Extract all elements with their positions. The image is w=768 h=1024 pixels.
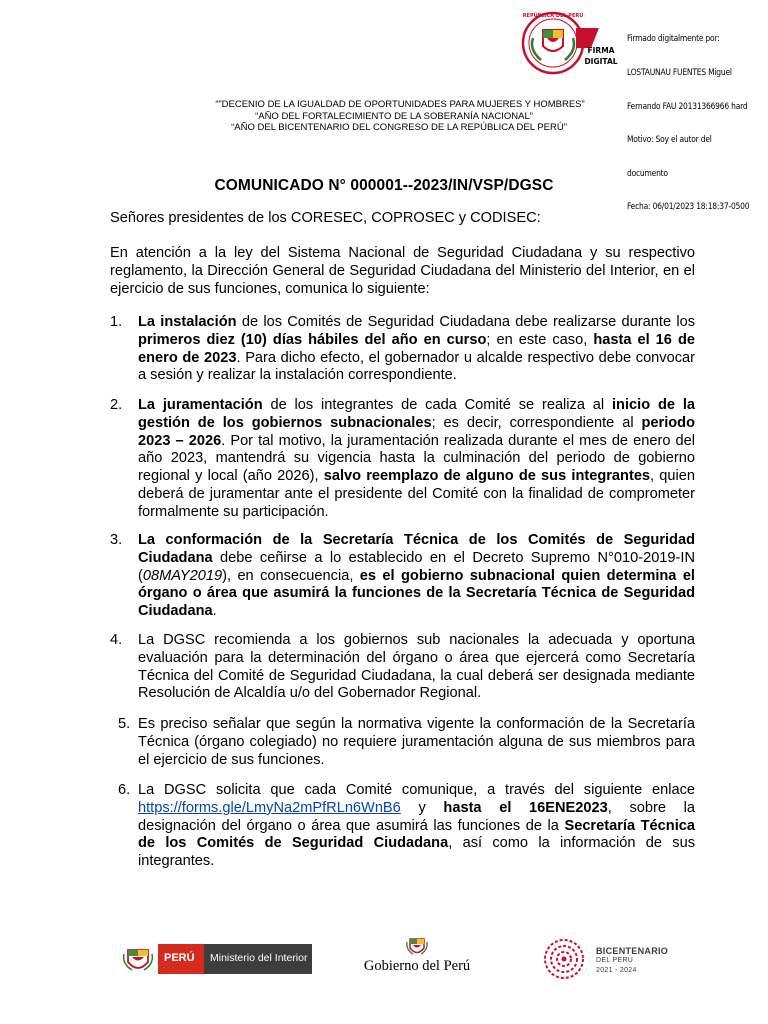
body-text: . (212, 603, 217, 620)
document-title: COMUNICADO N° 000001--2023/IN/VSP/DGSC (214, 177, 554, 194)
bold-text: hasta el 16ENE2023 (443, 799, 608, 816)
digital-signature (521, 8, 761, 212)
body-text: . Por tal motivo, la juramentación realizada durante el mes de enero del año 2023, mantendrá su vigencia hasta la culminación del periodo de gobierno regional y local (año 2026), (138, 432, 695, 485)
bold-text: inicio de la gestión de los gobiernos subnacionales (138, 397, 695, 431)
bold-text: La conformación de la Secretaría Técnica de los Comités de Seguridad Ciudadana (138, 532, 695, 566)
bicentenario-emblem-icon (538, 938, 590, 980)
bold-text: primeros diez (10) días hábiles del año en curso (138, 331, 487, 348)
item-body (138, 716, 695, 769)
item-number: 2. (110, 397, 123, 413)
body-text: , quien deberá de juramentar ante el presidente del Comité con la finalidad de comprometer formalmente su participación. (138, 468, 695, 520)
bold-text: La instalación (138, 314, 237, 330)
bold-text: hasta el 16 de enero de 2023 (138, 331, 695, 366)
header-mottos (0, 99, 768, 134)
bold-text: es el gobierno subnacional quien determina el órgano o área que asumirá la funciones de la Secretaría Técnica de Seguridad Ciudadana (138, 567, 695, 620)
body-text: debe ceñirse a lo establecido en el Decreto Supremo N°010-2019-IN ( (138, 549, 695, 584)
bicentenario-logo (538, 938, 678, 980)
bicentenario-subtitle: DEL PERÚ (596, 957, 634, 964)
body-text: ; es decir, correspondiente al (431, 414, 642, 431)
bold-text: periodo 2023 – 2026 (138, 414, 695, 449)
signature-line: Fecha: 06/01/2023 18:18:37-0500 (627, 201, 750, 212)
item-number: 1. (110, 314, 123, 330)
body-text: . Para dicho efecto, el gobernador u alcalde respectivo debe convocar a sesión y realizar la instalación correspondiente. (138, 349, 695, 384)
body-text: de los integrantes de cada Comité se realiza al (262, 397, 612, 413)
footer-logos (0, 930, 768, 990)
motto-line: “AÑO DEL BICENTENARIO DEL CONGRESO DE LA REPÚBLICA DEL PERÚ” (231, 122, 567, 134)
peru-shield-icon (405, 936, 429, 958)
item-body (138, 782, 695, 871)
bold-text: salvo reemplazo de alguno de sus integrantes (323, 468, 651, 485)
signature-line: Fernando FAU 20131366966 hard (627, 100, 748, 111)
signature-line: documento (627, 167, 668, 178)
bold-text: Secretaría Técnica de los Comités de Seguridad Ciudadana (138, 817, 695, 852)
item-body (138, 532, 695, 621)
seal-caption: REPÚBLICA DEL PERÚ (522, 13, 584, 19)
motto-line: “”DECENIO DE LA IGUALDAD DE OPORTUNIDADES PARA MUJERES Y HOMBRES” (215, 99, 585, 110)
body-text: La DGSC solicita que cada Comité comunique, a través del siguiente enlace (138, 782, 695, 798)
body-text: ; en este caso, (486, 331, 594, 348)
body-text: y (400, 799, 444, 816)
item-body (138, 632, 695, 703)
item-number: 6. (118, 782, 131, 798)
body-text: , así como la información de sus integrantes. (138, 835, 695, 870)
item-number: 5. (118, 716, 131, 732)
greeting: Señores presidentes de los CORESEC, COPROSEC y CODISEC: (110, 210, 541, 226)
gobierno-del-peru-logo (352, 936, 482, 981)
gobierno-label: Gobierno del Perú (363, 958, 471, 974)
form-link[interactable]: https://forms.gle/LmyNa2mPfRLn6WnB6 (138, 799, 401, 816)
bold-text: La juramentación (138, 397, 263, 413)
stamp-text-firma: FIRMA (587, 46, 615, 55)
item-body (138, 314, 695, 385)
peru-coat-of-arms-seal (521, 8, 621, 78)
motto-line: “AÑO DEL FORTALECIMIENTO DE LA SOBERANÍA NACIONAL” (255, 110, 533, 122)
body-text: ), en consecuencia, (222, 567, 360, 584)
ministerio-interior-logo (122, 944, 312, 974)
body-text: La DGSC recomienda a los gobiernos sub nacionales la adecuada y oportuna evaluación para la determinación del órgano o área que ejercerá como Secretaría Técnica del Comité de Seguridad Ciudadana, la cual deberá ser designada mediante Resolución de Alcaldía u/o del Gobernador Regional. (138, 632, 695, 702)
body-text: de los Comités de Seguridad Ciudadana debe realizarse durante los (236, 314, 695, 330)
intro-paragraph: En atención a la ley del Sistema Nacional de Seguridad Ciudadana y su respectivo reglamento, la Dirección General de Seguridad Ciudadana del Ministerio del Interior, en el ejercicio de sus funciones, comunica lo siguiente: (110, 245, 695, 297)
item-body (138, 397, 695, 522)
signature-line: Firmado digitalmente por: (627, 33, 720, 44)
peru-shield-icon (122, 944, 154, 974)
signature-line: Motivo: Soy el autor del (627, 134, 712, 145)
stamp-text-digital: DIGITAL (584, 57, 618, 66)
bicentenario-title: BICENTENARIO (596, 946, 669, 956)
italic-text: 08MAY2019 (142, 567, 223, 584)
bicentenario-years: 2021 - 2024 (596, 967, 637, 974)
item-number: 4. (110, 632, 123, 648)
peru-label: PERÚ (158, 944, 204, 974)
signature-line: LOSTAUNAU FUENTES Miguel (627, 67, 732, 78)
ministry-label: Ministerio del Interior (204, 944, 312, 974)
item-number: 3. (110, 532, 123, 548)
body-text: Es preciso señalar que según la normativa vigente la conformación de la Secretaría Técnica (órgano colegiado) no requiere juramentación alguna de sus miembros para el ejercicio de sus funciones. (138, 716, 695, 768)
body-text: , sobre la designación del órgano o área que asumirá las funciones de la (138, 799, 695, 834)
